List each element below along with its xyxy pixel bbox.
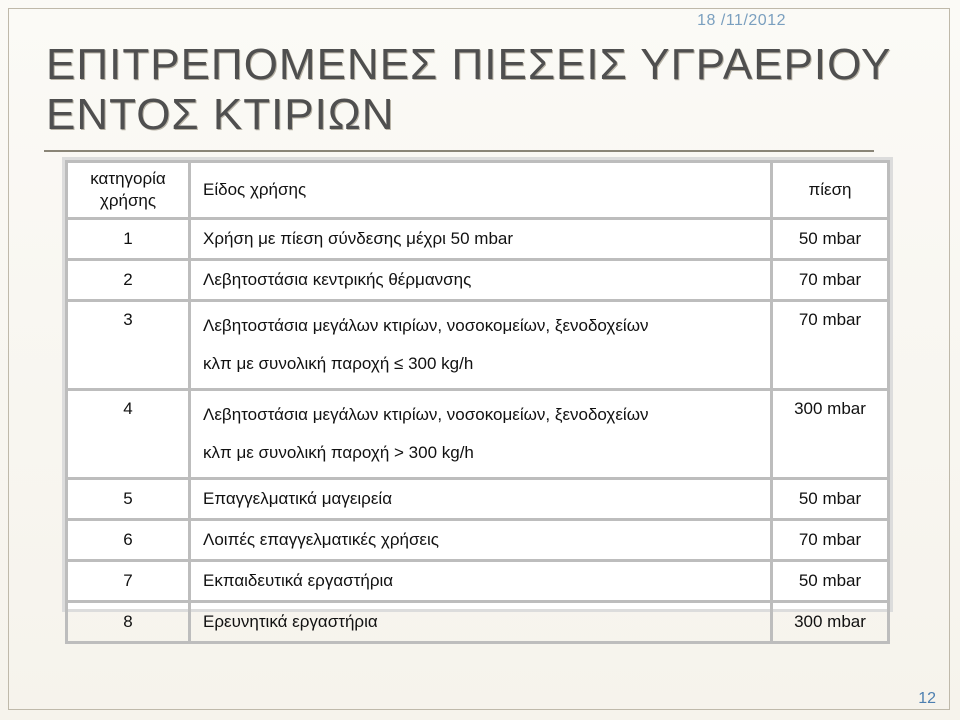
row-category: 3 — [67, 301, 190, 390]
table-row — [67, 479, 889, 520]
row-usage — [190, 301, 772, 390]
row-usage-line: Ερευνητικά εργαστήρια — [203, 612, 378, 631]
header-category: κατηγορία χρήσης — [67, 162, 190, 219]
table-row — [67, 602, 889, 643]
row-usage — [190, 520, 772, 561]
row-usage-line: κλπ με συνολική παροχή > 300 kg/h — [203, 443, 474, 462]
row-pressure: 50 mbar — [772, 479, 889, 520]
row-usage — [190, 561, 772, 602]
header-pressure: πίεση — [772, 162, 889, 219]
row-pressure: 50 mbar — [772, 561, 889, 602]
page-number: 12 — [918, 690, 936, 707]
row-usage — [190, 479, 772, 520]
row-category: 7 — [67, 561, 190, 602]
header-usage: Είδος χρήσης — [190, 162, 772, 219]
row-pressure: 70 mbar — [772, 260, 889, 301]
row-pressure: 300 mbar — [772, 602, 889, 643]
row-usage-line: Λεβητοστάσια κεντρικής θέρμανσης — [203, 270, 472, 289]
row-category: 8 — [67, 602, 190, 643]
row-usage-line: Χρήση με πίεση σύνδεσης μέχρι 50 mbar — [203, 229, 514, 248]
row-usage — [190, 602, 772, 643]
table-row — [67, 561, 889, 602]
table-row — [67, 301, 889, 390]
row-pressure: 70 mbar — [772, 301, 889, 390]
table-row — [67, 390, 889, 479]
pressure-table — [62, 157, 893, 631]
row-usage-line: Εκπαιδευτικά εργαστήρια — [203, 571, 394, 590]
table-row — [67, 219, 889, 260]
row-category: 2 — [67, 260, 190, 301]
row-usage-line: Λεβητοστάσια μεγάλων κτιρίων, νοσοκομείων, ξενοδοχείων — [203, 405, 649, 424]
table-header-row — [67, 162, 889, 219]
row-usage — [190, 219, 772, 260]
row-usage — [190, 390, 772, 479]
row-pressure: 70 mbar — [772, 520, 889, 561]
row-category: 5 — [67, 479, 190, 520]
row-category: 1 — [67, 219, 190, 260]
row-usage — [190, 260, 772, 301]
row-category: 6 — [67, 520, 190, 561]
row-pressure: 50 mbar — [772, 219, 889, 260]
row-usage-line: κλπ με συνολική παροχή ≤ 300 kg/h — [203, 354, 474, 373]
row-usage-line: Επαγγελματικά μαγειρεία — [203, 489, 393, 508]
table-row — [67, 520, 889, 561]
row-pressure: 300 mbar — [772, 390, 889, 479]
table-row — [67, 260, 889, 301]
row-category: 4 — [67, 390, 190, 479]
slide-date: 18 /11/2012 — [697, 12, 786, 29]
title-divider — [44, 150, 874, 152]
slide-title: ΕΠΙΤΡΕΠΟΜΕΝΕΣ ΠΙΕΣΕΙΣ ΥΓΡΑΕΡΙΟΥ ΕΝΤΟΣ ΚΤΙΡΙΩΝ — [46, 40, 891, 139]
row-usage-line: Λεβητοστάσια μεγάλων κτιρίων, νοσοκομείων, ξενοδοχείων — [203, 316, 649, 335]
row-usage-line: Λοιπές επαγγελματικές χρήσεις — [203, 530, 439, 549]
